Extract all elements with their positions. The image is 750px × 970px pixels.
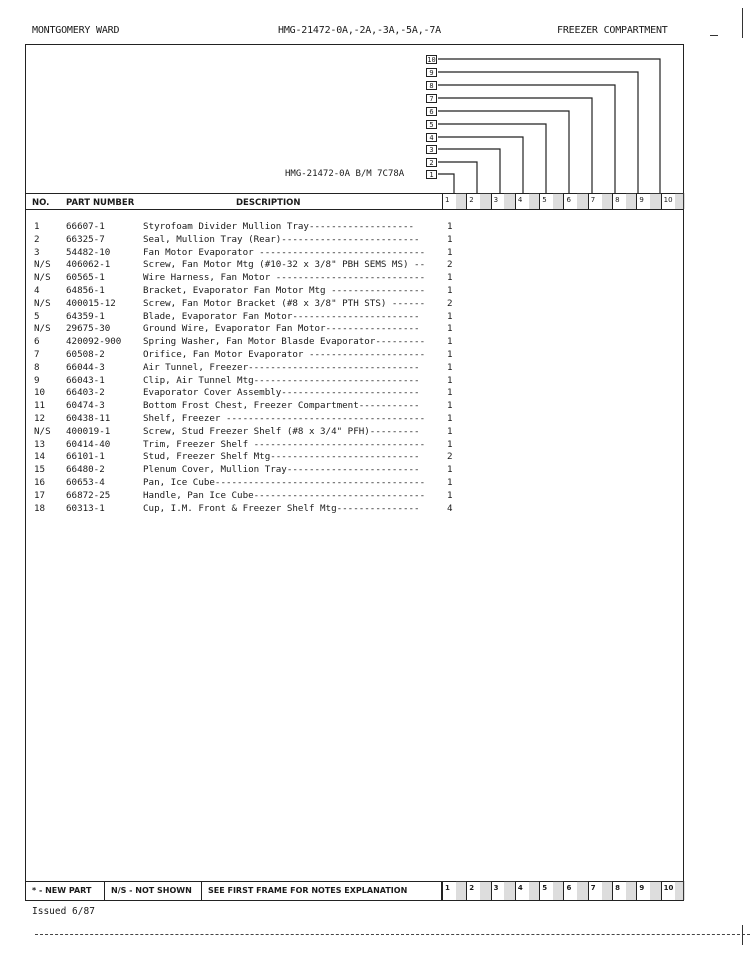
grid-cell-6 [563, 881, 587, 900]
item-number: 14 [34, 451, 46, 463]
serial-box-6: 6 [426, 107, 437, 116]
grid-number: 4 [517, 884, 523, 892]
model-number: HMG-21472-0A,-2A,-3A,-5A,-7A [278, 25, 441, 36]
grid-cell-3 [491, 881, 515, 900]
grid-number: 2 [469, 196, 474, 204]
grid-cell-10 [661, 881, 685, 900]
serial-leader-lines [26, 45, 685, 205]
quantity: 1 [447, 374, 453, 386]
part-number: 54482-10 [66, 246, 111, 258]
description: Screw, Stud Freezer Shelf (#8 x 3/4" PFH)--------- [143, 425, 420, 437]
divider [26, 209, 683, 210]
description: Screw, Fan Motor Mtg (#10-32 x 3/8" PBH SEMS MS) -- [143, 259, 426, 271]
serial-grid-header [442, 193, 685, 209]
grid-cell-7 [588, 881, 612, 900]
table-row [34, 336, 457, 349]
quantity: 1 [447, 438, 453, 450]
part-number: 66044-3 [66, 361, 105, 373]
quantity: 2 [447, 451, 453, 463]
item-number: 18 [34, 502, 46, 514]
grid-cell-8 [612, 881, 636, 900]
description: Air Tunnel, Freezer------------------------------- [143, 361, 420, 373]
quantity: 1 [447, 336, 453, 348]
table-row [34, 464, 457, 477]
quantity: 1 [447, 233, 453, 245]
table-row [34, 490, 457, 503]
grid-number: 1 [445, 884, 450, 892]
description: Plenum Cover, Mullion Tray------------------------ [143, 464, 420, 476]
quantity: 1 [447, 387, 453, 399]
table-row [34, 387, 457, 400]
grid-cell-5 [539, 881, 563, 900]
table-row [34, 451, 457, 464]
part-number: 64359-1 [66, 310, 105, 322]
grid-number: 2 [469, 884, 475, 892]
quantity: 1 [447, 348, 453, 360]
grid-number: 10 [663, 884, 674, 892]
description: Wire Harness, Fan Motor --------------------------- [143, 272, 426, 284]
grid-cell-8 [612, 193, 636, 209]
item-number: 9 [34, 374, 40, 386]
table-row [34, 400, 457, 413]
grid-cell-3 [491, 193, 515, 209]
item-number: 3 [34, 246, 40, 258]
table-row [34, 375, 457, 388]
legend-not-shown: N/S - NOT SHOWN [105, 881, 202, 900]
quantity: 1 [447, 489, 453, 501]
item-number: 7 [34, 348, 40, 360]
grid-number: 9 [639, 196, 644, 204]
part-number: 60313-1 [66, 502, 105, 514]
description: Fan Motor Evaporator ------------------------------ [143, 246, 426, 258]
column-description: DESCRIPTION [236, 198, 301, 208]
description: Stud, Freezer Shelf Mtg--------------------------- [143, 451, 420, 463]
table-row [34, 426, 457, 439]
item-number: 6 [34, 336, 40, 348]
part-number: 420092-900 [66, 336, 122, 348]
serial-box-8: 8 [426, 81, 437, 90]
part-number: 60438-11 [66, 412, 111, 424]
item-number: 17 [34, 489, 46, 501]
section-title: FREEZER COMPARTMENT [557, 25, 668, 36]
part-number: 60414-40 [66, 438, 111, 450]
serial-box-5: 5 [426, 120, 437, 129]
part-number: 60653-4 [66, 476, 105, 488]
item-number: 2 [34, 233, 40, 245]
serial-box-4: 4 [426, 133, 437, 142]
part-number: 66872-25 [66, 489, 111, 501]
table-row [34, 311, 457, 324]
description: Screw, Fan Motor Bracket (#8 x 3/8" PTH STS) ------ [143, 297, 426, 309]
part-number: 406062-1 [66, 259, 111, 271]
grid-cell-4 [515, 881, 539, 900]
description: Clip, Air Tunnel Mtg------------------------------ [143, 374, 420, 386]
part-number: 66607-1 [66, 221, 105, 232]
quantity: 1 [447, 323, 453, 335]
grid-cell-2 [466, 193, 490, 209]
item-number: 16 [34, 476, 46, 488]
table-row [34, 272, 457, 285]
description: Seal, Mullion Tray (Rear)------------------------- [143, 233, 420, 245]
item-number: 15 [34, 464, 46, 476]
table-row [34, 439, 457, 452]
table-row [34, 247, 457, 260]
grid-number: 3 [493, 196, 499, 204]
grid-cell-6 [563, 193, 587, 209]
part-number: 66325-7 [66, 233, 105, 245]
item-number: 5 [34, 310, 40, 322]
brand-name: MONTGOMERY WARD [32, 25, 120, 36]
item-number: N/S [34, 323, 51, 335]
part-number: 400019-1 [66, 425, 111, 437]
grid-cell-5 [539, 193, 563, 209]
serial-box-3: 3 [426, 145, 437, 154]
part-number: 60565-1 [66, 272, 105, 284]
quantity: 1 [447, 425, 453, 437]
description: Orifice, Fan Motor Evaporator --------------------- [143, 348, 426, 360]
description: Trim, Freezer Shelf ------------------------------- [143, 438, 426, 450]
table-row [34, 234, 457, 247]
quantity: 1 [447, 400, 453, 412]
grid-cell-2 [466, 881, 490, 900]
part-number: 400015-12 [66, 297, 116, 309]
serial-grid-footer [442, 881, 685, 900]
parts-list-frame [25, 44, 684, 901]
item-number: N/S [34, 297, 51, 309]
item-number: 4 [34, 284, 40, 296]
legend-footer [26, 881, 683, 900]
quantity: 2 [447, 297, 453, 309]
grid-number: 6 [566, 884, 572, 892]
quantity: 1 [447, 412, 453, 424]
description: Handle, Pan Ice Cube------------------------------- [143, 489, 426, 501]
column-part-number: PART NUMBER [66, 198, 135, 208]
quantity: 1 [447, 221, 453, 232]
item-number: N/S [34, 272, 51, 284]
parts-table [34, 221, 457, 515]
part-number: 66480-2 [66, 464, 105, 476]
description: Ground Wire, Evaporator Fan Motor----------------- [143, 323, 420, 335]
grid-number: 3 [493, 884, 499, 892]
quantity: 1 [447, 284, 453, 296]
grid-number: 5 [542, 884, 548, 892]
quantity: 2 [447, 259, 453, 271]
item-number: 10 [34, 387, 46, 399]
item-number: 8 [34, 361, 40, 373]
grid-cell-9 [636, 881, 660, 900]
quantity: 1 [447, 310, 453, 322]
margin-mark [742, 8, 743, 38]
quantity: 1 [447, 246, 453, 258]
part-number: 64856-1 [66, 284, 105, 296]
table-row [34, 221, 457, 234]
grid-number: 7 [590, 884, 596, 892]
quantity: 4 [447, 502, 453, 514]
grid-number: 7 [590, 196, 596, 204]
part-number: 29675-30 [66, 323, 111, 335]
grid-cell-10 [661, 193, 685, 209]
grid-number: 4 [517, 196, 523, 204]
description: Blade, Evaporator Fan Motor----------------------- [143, 310, 420, 322]
table-row [34, 477, 457, 490]
grid-number: 8 [615, 884, 620, 892]
serial-box-9: 9 [426, 68, 437, 77]
quantity: 1 [447, 272, 453, 284]
part-number: 66043-1 [66, 374, 105, 386]
table-row [34, 362, 457, 375]
serial-box-2: 2 [426, 158, 437, 167]
part-number: 66101-1 [66, 451, 105, 463]
item-number: 1 [34, 221, 40, 232]
bill-of-materials-label: HMG-21472-0A B/M 7C78A [285, 169, 405, 179]
description: Evaporator Cover Assembly------------------------- [143, 387, 420, 399]
grid-cell-7 [588, 193, 612, 209]
table-row [34, 285, 457, 298]
grid-cell-9 [636, 193, 660, 209]
item-number: 11 [34, 400, 46, 412]
grid-cell-1 [442, 881, 466, 900]
description: Styrofoam Divider Mullion Tray------------------- [143, 221, 415, 232]
serial-box-10: 10 [427, 56, 436, 64]
bottom-dashed-rule [35, 934, 750, 935]
part-number: 60474-3 [66, 400, 105, 412]
margin-mark [710, 35, 718, 36]
quantity: 1 [447, 361, 453, 373]
legend-new-part: * - NEW PART [26, 881, 105, 900]
part-number: 66403-2 [66, 387, 105, 399]
grid-cell-1 [442, 193, 466, 209]
margin-mark [742, 925, 743, 945]
table-row [34, 323, 457, 336]
description: Cup, I.M. Front & Freezer Shelf Mtg--------------- [143, 502, 420, 514]
issued-date: Issued 6/87 [32, 906, 95, 917]
grid-number: 1 [445, 196, 450, 204]
item-number: 13 [34, 438, 46, 450]
quantity: 1 [447, 464, 453, 476]
table-row [34, 298, 457, 311]
grid-number: 10 [663, 196, 673, 204]
table-row [34, 349, 457, 362]
description: Shelf, Freezer ------------------------------------ [143, 412, 426, 424]
table-row [34, 259, 457, 272]
quantity: 1 [447, 476, 453, 488]
item-number: N/S [34, 259, 51, 271]
grid-number: 8 [615, 196, 620, 204]
table-row [34, 413, 457, 426]
description: Bracket, Evaporator Fan Motor Mtg ----------------- [143, 284, 426, 296]
item-number: 12 [34, 412, 46, 424]
grid-number: 6 [566, 196, 571, 204]
item-number: N/S [34, 425, 51, 437]
grid-cell-4 [515, 193, 539, 209]
description: Pan, Ice Cube-------------------------------------- [143, 476, 426, 488]
table-row [34, 503, 457, 516]
serial-box-1: 1 [426, 170, 437, 179]
grid-number: 5 [542, 196, 547, 204]
description: Spring Washer, Fan Motor Blasde Evaporator--------- [143, 336, 426, 348]
legend-notes: SEE FIRST FRAME FOR NOTES EXPLANATION [202, 881, 442, 900]
column-no: NO. [32, 198, 50, 208]
serial-box-7: 7 [426, 94, 437, 103]
grid-number: 9 [639, 884, 645, 892]
part-number: 60508-2 [66, 348, 105, 360]
description: Bottom Frost Chest, Freezer Compartment----------- [143, 400, 420, 412]
